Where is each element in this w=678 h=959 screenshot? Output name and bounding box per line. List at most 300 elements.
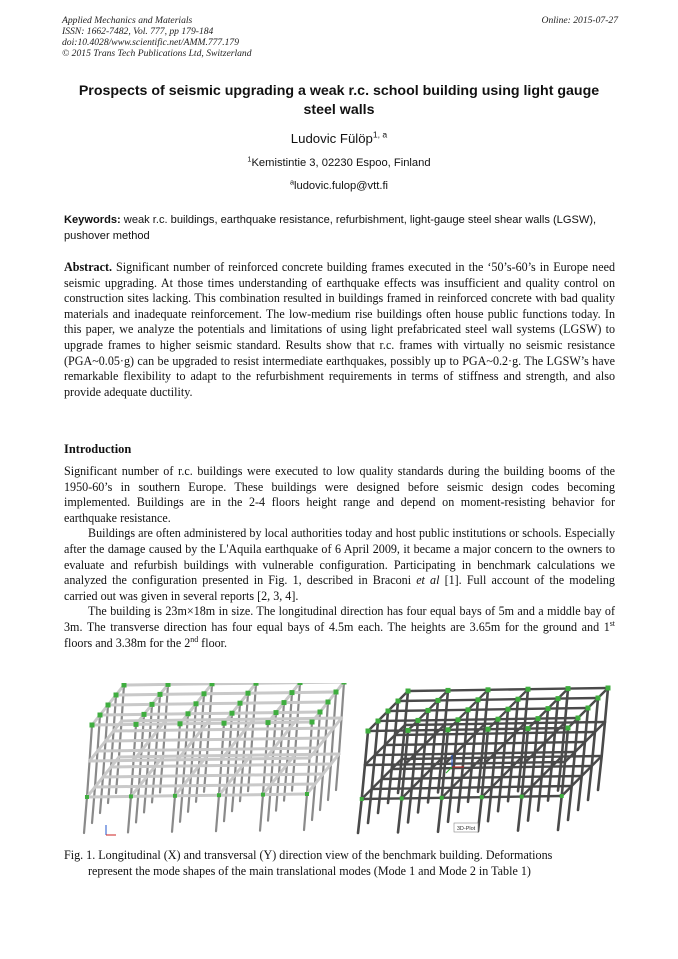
frame-beam xyxy=(191,775,235,776)
frame-beam xyxy=(482,797,522,798)
frame-column xyxy=(398,798,402,832)
frame-beam xyxy=(155,766,199,767)
frame-beam xyxy=(292,692,336,693)
frame-node xyxy=(596,696,601,701)
frame-beam xyxy=(392,768,432,769)
frame-beam xyxy=(254,719,298,720)
frame-beam xyxy=(224,723,268,724)
frame-beam xyxy=(482,757,522,758)
frame-column xyxy=(505,709,508,743)
frame-column xyxy=(498,777,502,811)
frame-node xyxy=(560,794,564,798)
frame-column xyxy=(465,710,468,744)
frame-beam xyxy=(415,754,455,755)
frame-beam xyxy=(562,756,602,757)
frame-column xyxy=(558,796,562,830)
frame-beam xyxy=(372,788,412,789)
frame-node xyxy=(318,710,323,715)
frame-beam xyxy=(188,713,232,714)
frame-beam xyxy=(548,708,588,709)
frame-beam xyxy=(219,795,263,796)
frame-node xyxy=(586,706,591,711)
journal-doi[interactable]: doi:10.4028/www.scientific.net/AMM.777.179 xyxy=(62,37,240,48)
frame-column xyxy=(106,705,108,741)
frame-node xyxy=(486,727,491,732)
frame-node xyxy=(222,721,227,726)
frame-node xyxy=(536,716,541,721)
frame-beam xyxy=(168,684,212,685)
intro-paragraph-3: The building is 23m×18m in size. The longitudinal direction has four equal bays of 5m and a middle bay of 3m. The transverse direction has four equal bays of 4.5m each. The heights are 3.65m for the ground and 1st floors and 3.38m for the 2nd floor. xyxy=(64,604,615,650)
frame-beam xyxy=(525,723,565,724)
frame-node xyxy=(376,719,381,724)
frame-node xyxy=(456,717,461,722)
frame-node xyxy=(506,707,511,712)
frame-beam xyxy=(452,787,492,788)
frame-beam xyxy=(199,765,243,766)
abstract: Abstract. Significant number of reinforced concrete building frames executed in the ‘50’s-60’s in Europe need seismic upgrading. At those times understanding of earthquake effects was insufficient and quality control on construction sites lacking. This combination resulted in buildings framed in reinforced concrete with bad quality materials and inadequate reinforcement. The low-medium rise buildings often house public functions today. In this paper, we analyze the potentials and limitations of using light prefabricated steel wall systems (LGSW) to upgrade frames to higher seismic standard. Results show that r.c. frames with virtually no seismic resistance (PGA~0.05·g) can be upgraded to resist intermediate earthquakes, possibly up to PGA~0.2·g. The LGSW’s have remarkable flexibility to adapt to the refurbishment requirements in terms of stiffness and strength, and also provide adequate ductility. xyxy=(64,260,615,399)
frame-column xyxy=(372,755,375,789)
frame-beam xyxy=(108,704,152,705)
frame-column xyxy=(103,741,106,777)
frame-beam xyxy=(528,689,568,690)
frame-beam xyxy=(382,778,422,779)
frame-beam xyxy=(408,730,448,731)
frame-column xyxy=(339,718,342,754)
frame-column xyxy=(282,703,284,739)
frame-beam xyxy=(412,788,452,789)
frame-column xyxy=(191,740,194,776)
frame-beam xyxy=(455,753,495,754)
frame-beam xyxy=(106,740,150,741)
frame-beam xyxy=(230,749,274,750)
frame-beam xyxy=(502,777,542,778)
frame-column xyxy=(342,683,344,718)
frame-column xyxy=(488,787,492,821)
frame-beam xyxy=(485,723,525,724)
frame-column xyxy=(98,715,100,751)
frame-node xyxy=(334,690,339,695)
figure-1-graphic xyxy=(66,683,614,843)
intro-paragraph-2: Buildings are often administered by local authorities today and host public institutions or schools. Especially after the damage caused by the L'Aquila earthquake of 6 April 2009, it became a major concern to the owners to evaluate and refurbish buildings with vulnerable configuration. Participating in benchmark calculations we analyzed the configuration presented in Fig. 1, described in Braconi et al [1]. Full account of the modeling carried out was given in several reports [2, 3, 4]. xyxy=(64,526,615,603)
frame-column xyxy=(334,692,336,728)
frame-column xyxy=(216,795,219,831)
frame-beam xyxy=(522,796,562,797)
frame-node xyxy=(122,683,127,688)
frame-beam xyxy=(186,749,230,750)
frame-column xyxy=(362,765,365,799)
frame-beam xyxy=(568,688,608,689)
view-label: 3D-Plot xyxy=(456,826,476,832)
frame-column xyxy=(538,777,542,811)
frame-node xyxy=(416,718,421,723)
frame-column xyxy=(448,788,452,822)
frame-column xyxy=(150,704,152,740)
frame-column xyxy=(462,744,465,778)
frame-column xyxy=(331,728,334,764)
frame-beam xyxy=(87,796,131,797)
frame-beam xyxy=(116,694,160,695)
frame-beam xyxy=(545,742,585,743)
frame-column xyxy=(326,702,328,738)
frame-node xyxy=(186,711,191,716)
frame-beam xyxy=(565,722,605,723)
frame-node xyxy=(266,720,271,725)
frame-node xyxy=(496,717,501,722)
frame-beam xyxy=(365,764,405,765)
frame-beam xyxy=(160,694,204,695)
frame-column xyxy=(378,779,382,813)
frame-node xyxy=(526,726,531,731)
frame-node xyxy=(305,792,309,796)
frame-beam xyxy=(134,760,178,761)
frame-beam xyxy=(175,795,219,796)
frame-node xyxy=(486,687,491,692)
frame-column xyxy=(385,711,388,745)
frame-column xyxy=(358,799,362,833)
frame-beam xyxy=(204,693,248,694)
frame-beam xyxy=(142,750,186,751)
introduction-body xyxy=(64,464,615,651)
section-heading-introduction: Introduction xyxy=(64,442,132,456)
frame-beam xyxy=(558,698,598,699)
frame-node xyxy=(576,716,581,721)
frame-node xyxy=(386,709,391,714)
frame-beam xyxy=(478,699,518,700)
frame-beam xyxy=(388,710,428,711)
frame-column xyxy=(194,704,196,740)
frame-node xyxy=(90,723,95,728)
author-line xyxy=(62,131,616,146)
frame-beam xyxy=(505,743,545,744)
frame-beam xyxy=(495,753,535,754)
frame-column xyxy=(84,797,87,833)
frame-beam xyxy=(207,755,251,756)
frame-column xyxy=(279,739,282,775)
affiliation-address: $^1$Kemistintie 3, 02230 Espoo, Finland xyxy=(247,154,431,169)
frame-beam xyxy=(284,702,328,703)
frame-node xyxy=(400,796,404,800)
frame-column xyxy=(578,776,582,810)
frame-beam xyxy=(166,720,210,721)
frame-beam xyxy=(114,730,158,731)
frame-column xyxy=(528,787,532,821)
frame-beam xyxy=(178,759,222,760)
frame-node xyxy=(290,690,295,695)
frame-column xyxy=(588,766,592,800)
frame-column xyxy=(323,738,326,774)
frame-beam xyxy=(139,786,183,787)
frame-beam xyxy=(246,729,290,730)
frame-beam xyxy=(131,796,175,797)
frame-node xyxy=(98,713,103,718)
frame-node xyxy=(446,688,451,693)
frame-beam xyxy=(210,719,254,720)
frame-beam xyxy=(271,784,315,785)
frame-beam xyxy=(122,720,166,721)
frame-column xyxy=(422,744,425,778)
frame-beam xyxy=(402,798,442,799)
frame-node xyxy=(210,683,215,686)
frame-beam xyxy=(90,760,134,761)
frame-column xyxy=(408,788,412,822)
frame-beam xyxy=(152,704,196,705)
frame-beam xyxy=(111,766,155,767)
frame-beam xyxy=(276,712,320,713)
frame-beam xyxy=(462,777,502,778)
caption-line-2: represent the mode shapes of the main translational modes (Mode 1 and Mode 2 in Table 1) xyxy=(88,863,531,878)
frame-beam xyxy=(445,724,485,725)
frame-beam xyxy=(100,714,144,715)
frame-beam xyxy=(552,766,592,767)
frame-beam xyxy=(248,693,292,694)
frame-beam xyxy=(202,729,246,730)
frame-beam xyxy=(136,724,180,725)
keywords: Keywords: weak r.c. buildings, earthquake resistance, refurbishment, light-gauge steel shear walls (LGSW), pushover method xyxy=(64,214,597,242)
frame-column xyxy=(382,745,385,779)
frame-beam xyxy=(395,734,435,735)
frame-beam xyxy=(422,778,462,779)
journal-header xyxy=(62,15,618,59)
frame-node xyxy=(274,710,279,715)
frame-column xyxy=(518,797,522,831)
frame-beam xyxy=(147,776,191,777)
frame-beam xyxy=(238,739,282,740)
frame-node xyxy=(360,797,364,801)
abstract-label: Abstract. xyxy=(64,260,113,274)
frame-column xyxy=(172,796,175,832)
frame-beam xyxy=(428,710,468,711)
frame-beam xyxy=(287,764,331,765)
intro-paragraph-1: Significant number of r.c. buildings were executed to low quality standards during the building booms of the 1950-60’s in southern Europe. These buildings were designed before seismic design codes becoming implemented. Buildings are in the 2-4 floors height range and depend on moment-resisting behavior for earthquake resistance. xyxy=(64,464,615,525)
frame-column xyxy=(582,742,585,776)
frame-beam xyxy=(445,763,485,764)
frame-beam xyxy=(92,724,136,725)
frame-node xyxy=(526,687,531,692)
frame-beam xyxy=(485,763,525,764)
frame-beam xyxy=(542,776,582,777)
online-date: Online: 2015-07-27 xyxy=(541,15,618,26)
journal-copyright: © 2015 Trans Tech Publications Ltd, Switzerland xyxy=(62,48,252,59)
frame-node xyxy=(556,696,561,701)
frame-beam xyxy=(508,709,548,710)
frame-beam xyxy=(183,785,227,786)
frame-beam xyxy=(266,758,310,759)
frame-column xyxy=(602,722,605,756)
frame-beam xyxy=(385,744,425,745)
frame-node xyxy=(254,683,259,686)
frame-node xyxy=(129,794,133,798)
frame-column xyxy=(592,732,595,766)
frame-node xyxy=(173,794,177,798)
frame-column xyxy=(542,743,545,777)
frame-column xyxy=(605,688,608,722)
frame-beam xyxy=(295,754,339,755)
frame-node xyxy=(516,697,521,702)
frame-node xyxy=(546,706,551,711)
frame-beam xyxy=(196,703,240,704)
frame-beam xyxy=(95,786,139,787)
frame-column xyxy=(478,797,482,831)
frame-beam xyxy=(119,756,163,757)
frame-beam xyxy=(243,765,287,766)
frame-beam xyxy=(268,722,312,723)
frame-beam xyxy=(194,739,238,740)
frame-beam xyxy=(362,798,402,799)
frame-beam xyxy=(402,758,442,759)
frame-column xyxy=(147,740,150,776)
author-sup: 1, a xyxy=(372,129,388,140)
frame-beam xyxy=(375,754,415,755)
frame-beam xyxy=(235,775,279,776)
frame-node xyxy=(426,708,431,713)
frame-beam xyxy=(425,744,465,745)
affiliation-email: $^a$ludovic.fulop@vtt.fi xyxy=(289,177,389,192)
frame-beam xyxy=(458,719,498,720)
frame-beam xyxy=(212,683,256,684)
frame-column xyxy=(368,789,372,823)
frame-beam xyxy=(488,689,528,690)
frame-beam xyxy=(498,719,538,720)
frame-beam xyxy=(408,690,448,691)
frame-beam xyxy=(158,730,202,731)
frame-beam xyxy=(442,797,482,798)
frame-beam xyxy=(103,776,147,777)
frame-node xyxy=(406,728,411,733)
frame-beam xyxy=(518,699,558,700)
frame-node xyxy=(246,691,251,696)
frame-node xyxy=(134,722,139,727)
frame-beam xyxy=(538,718,578,719)
frame-column xyxy=(418,778,422,812)
frame-node xyxy=(150,702,155,707)
frame-beam xyxy=(512,767,552,768)
author-name: Ludovic Fülöp xyxy=(290,131,373,146)
frame-column xyxy=(585,708,588,742)
frame-beam xyxy=(378,720,418,721)
frame-beam xyxy=(488,729,528,730)
frame-beam xyxy=(279,774,323,775)
frame-beam xyxy=(418,720,458,721)
frame-beam xyxy=(468,709,508,710)
longitudinal-mode-view xyxy=(84,683,347,833)
frame-column xyxy=(375,721,378,755)
frame-beam xyxy=(448,690,488,691)
frame-beam xyxy=(251,755,295,756)
frame-node xyxy=(261,793,265,797)
frame-node xyxy=(440,796,444,800)
transversal-mode-view xyxy=(358,686,611,834)
frame-node xyxy=(282,700,287,705)
caption-line-1: Fig. 1. Longitudinal (X) and transversal (Y) direction view of the benchmark building. Deformations xyxy=(64,848,553,862)
frame-node xyxy=(366,729,371,734)
frame-node xyxy=(217,793,221,797)
frame-column xyxy=(304,794,307,830)
frame-beam xyxy=(532,786,572,787)
frame-node xyxy=(406,689,411,694)
frame-column xyxy=(128,796,131,832)
frame-beam xyxy=(405,764,445,765)
frame-node xyxy=(85,795,89,799)
frame-node xyxy=(520,795,524,799)
frame-beam xyxy=(290,728,334,729)
frame-beam xyxy=(465,743,505,744)
frame-beam xyxy=(263,794,307,795)
frame-column xyxy=(598,756,602,790)
frame-node xyxy=(326,700,331,705)
frame-node xyxy=(466,707,471,712)
frame-node xyxy=(194,701,199,706)
email-link[interactable]: ludovic.fulop@vtt.fi xyxy=(293,180,389,192)
frame-beam xyxy=(555,732,595,733)
frame-beam xyxy=(368,730,408,731)
frame-beam xyxy=(515,733,555,734)
frame-beam xyxy=(492,787,532,788)
frame-node xyxy=(114,693,119,698)
frame-beam xyxy=(124,684,168,685)
frame-node xyxy=(476,697,481,702)
frame-beam xyxy=(442,758,482,759)
frame-node xyxy=(446,727,451,732)
frame-beam xyxy=(435,734,475,735)
frame-column xyxy=(95,751,98,787)
frame-node xyxy=(396,699,401,704)
frame-beam xyxy=(405,724,445,725)
paper-title: Prospects of seismic upgrading a weak r.c. school building using light gauge steel walls xyxy=(78,83,600,118)
frame-beam xyxy=(227,785,271,786)
frame-column xyxy=(595,698,598,732)
frame-node xyxy=(436,698,441,703)
frame-beam xyxy=(163,756,207,757)
frame-column xyxy=(235,739,238,775)
frame-node xyxy=(342,683,347,685)
frame-column xyxy=(365,731,368,765)
frame-beam xyxy=(535,752,575,753)
frame-beam xyxy=(222,759,266,760)
frame-beam xyxy=(144,714,188,715)
frame-column xyxy=(260,795,263,831)
frame-column xyxy=(90,725,92,761)
frame-node xyxy=(566,726,571,731)
frame-beam xyxy=(298,718,342,719)
keywords-label: Keywords: xyxy=(64,214,121,226)
frame-node xyxy=(158,692,163,697)
frame-beam xyxy=(274,748,318,749)
frame-column xyxy=(425,710,428,744)
frame-beam xyxy=(232,713,276,714)
frame-node xyxy=(298,683,303,685)
frame-column xyxy=(238,703,240,739)
frame-node xyxy=(178,721,183,726)
frame-node xyxy=(202,691,207,696)
frame-node xyxy=(480,795,484,799)
frame-beam xyxy=(398,700,438,701)
frame-node xyxy=(106,703,111,708)
frame-node xyxy=(310,720,315,725)
frame-node xyxy=(238,701,243,706)
journal-name: Applied Mechanics and Materials xyxy=(62,15,193,26)
frame-column xyxy=(568,786,572,820)
figure-1 xyxy=(66,683,614,843)
frame-node xyxy=(566,686,571,691)
frame-column xyxy=(502,743,505,777)
frame-beam xyxy=(150,740,194,741)
frame-beam xyxy=(438,700,478,701)
frame-node xyxy=(166,683,171,687)
journal-issn: ISSN: 1662-7482, Vol. 777, pp 179-184 xyxy=(62,26,214,37)
frame-node xyxy=(230,711,235,716)
frame-beam xyxy=(525,762,565,763)
frame-beam xyxy=(475,733,515,734)
